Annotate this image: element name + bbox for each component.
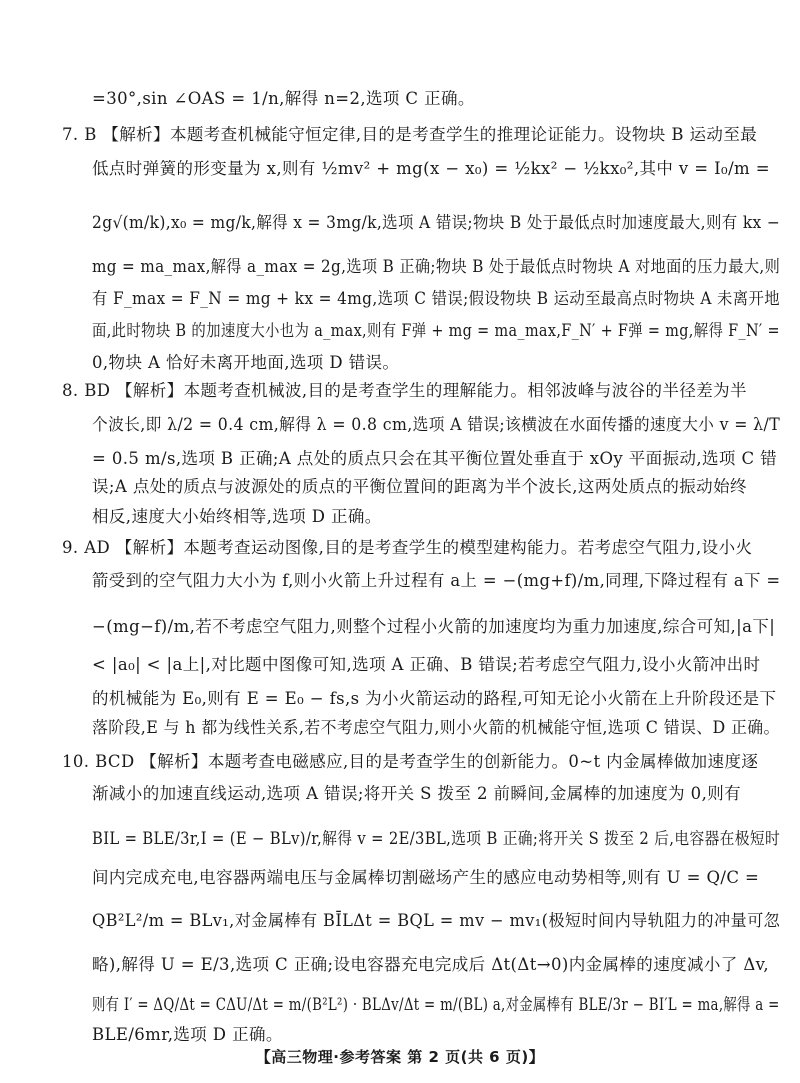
text-line: mg = ma_max,解得 a_max = 2g,选项 B 正确;物块 B 处于最低点时物块 A 对地面的压力最大,则 <box>92 257 781 276</box>
text-line: 低点时弹簧的形变量为 x,则有 ½mv² + mg(x − x₀) = ½kx² − ½kx₀²,其中 v = I₀/m = <box>92 159 770 178</box>
text-line: −(mg−f)/m,若不考虑空气阻力,则整个过程小火箭的加速度均为重力加速度,综合可知,|a下| <box>92 617 776 636</box>
text-line: BLE/6mr,选项 D 正确。 <box>92 1025 283 1044</box>
text-line: BIL = BLE/3r,I = (E − BLv)/r,解得 v = 2E/3BL,选项 B 正确;将开关 S 拨至 2 后,电容器在极短时 <box>92 829 781 848</box>
text-line: =30°,sin ∠OAS = 1/n,解得 n=2,选项 C 正确。 <box>92 89 475 108</box>
text-line: 面,此时物块 B 的加速度大小也为 a_max,则有 F弹 + mg = ma_max,F_N′ + F弹 = mg,解得 F_N′ = <box>92 321 780 340</box>
answer-9-heading: 9. AD 【解析】本题考查运动图像,目的是考查学生的模型建构能力。若考虑空气阻力,设小火 <box>62 538 753 557</box>
page-footer: 【高三物理·参考答案 第 2 页(共 6 页)】 <box>255 1048 545 1066</box>
text-line: 间内完成充电,电容器两端电压与金属棒切割磁场产生的感应电动势相等,则有 U = Q/C = <box>92 868 760 887</box>
text-line: 渐减小的加速直线运动,选项 A 错误;将开关 S 拨至 2 前瞬间,金属棒的加速度为 0,则有 <box>92 784 742 803</box>
text-line: 则有 I′ = ΔQ/Δt = CΔU/Δt = m/(B²L²) · BLΔv/Δt = m/(BL) a,对金属棒有 BLE/3r − BI′L = ma,解得 a = <box>92 995 780 1014</box>
text-line: = 0.5 m/s,选项 B 正确;A 点处的质点只会在其平衡位置处垂直于 xOy 平面振动,选项 C 错 <box>92 449 778 468</box>
text-line: 个波长,即 λ/2 = 0.4 cm,解得 λ = 0.8 cm,选项 A 错误;该横波在水面传播的速度大小 v = λ/T <box>92 415 781 434</box>
text-line: 0,物块 A 恰好未离开地面,选项 D 错误。 <box>92 353 400 372</box>
text-line: QB²L²/m = BLv₁,对金属棒有 BĪLΔt = BQL = mv − mv₁(极短时间内导轨阻力的冲量可忽 <box>92 911 781 930</box>
text-line: 相反,速度大小始终相等,选项 D 正确。 <box>92 507 382 526</box>
answer-7-heading: 7. B 【解析】本题考查机械能守恒定律,目的是考查学生的推理论证能力。设物块 B 运动至最 <box>62 125 758 144</box>
text-line: 有 F_max = F_N = mg + kx = 4mg,选项 C 错误;假设物块 B 运动至最高点时物块 A 未离开地 <box>92 289 780 308</box>
text-line: < |a₀| < |a上|,对比题中图像可知,选项 A 正确、B 错误;若考虑空气阻力,设小火箭冲出时 <box>92 655 761 674</box>
text-line: 箭受到的空气阻力大小为 f,则小火箭上升过程有 a上 = −(mg+f)/m,同理,下降过程有 a下 = <box>92 571 781 590</box>
text-line: 误;A 点处的质点与波源处的质点的平衡位置间的距离为半个波长,这两处质点的振动始终 <box>92 477 747 496</box>
text-line: 略),解得 U = E/3,选项 C 正确;设电容器充电完成后 Δt(Δt→0)内金属棒的速度减小了 Δv, <box>92 955 770 974</box>
text-line: 落阶段,E 与 h 都为线性关系,若不考虑空气阻力,则小火箭的机械能守恒,选项 C 错误、D 正确。 <box>92 718 780 737</box>
answer-10-heading: 10. BCD 【解析】本题考查电磁感应,目的是考查学生的创新能力。0~t 内金属棒做加速度逐 <box>62 752 759 771</box>
answer-8-heading: 8. BD 【解析】本题考查机械波,目的是考查学生的理解能力。相邻波峰与波谷的半径差为半 <box>62 381 747 400</box>
text-line: 的机械能为 E₀,则有 E = E₀ − fs,s 为小火箭运动的路程,可知无论小火箭在上升阶段还是下 <box>92 689 777 708</box>
text-line: 2g√(m/k),x₀ = mg/k,解得 x = 3mg/k,选项 A 错误;物块 B 处于最低点时加速度最大,则有 kx − <box>92 213 781 232</box>
